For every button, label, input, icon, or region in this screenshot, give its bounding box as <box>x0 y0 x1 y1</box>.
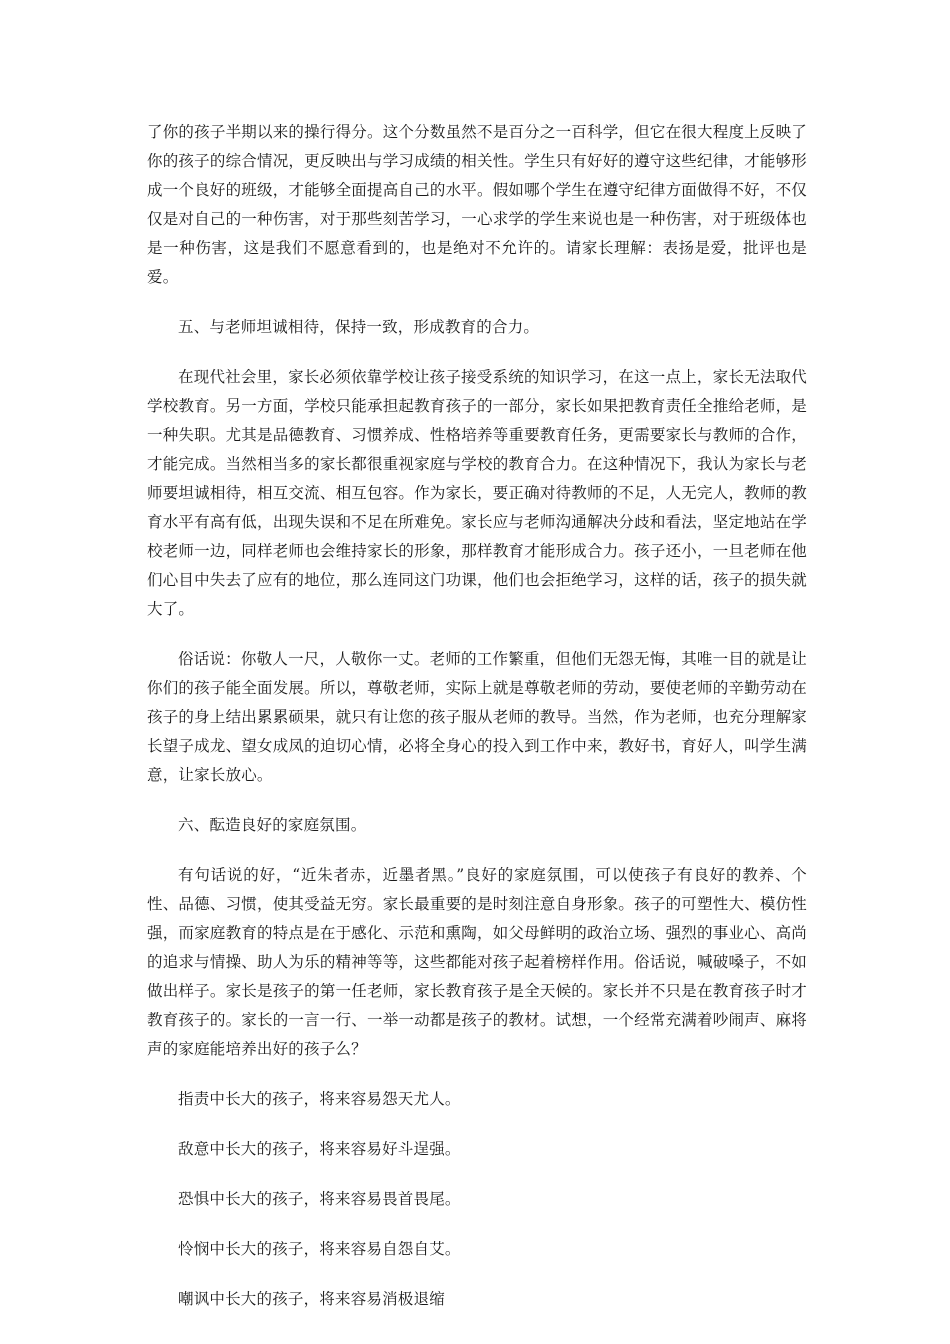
saying-line-fear: 恐惧中长大的孩子，将来容易畏首畏尾。 <box>178 1190 461 1208</box>
heading-section-five: 五、与老师坦诚相待，保持一致，形成教育的合力。 <box>178 318 540 336</box>
paragraph-conduct-score: 了你的孩子半期以来的操行得分。这个分数虽然不是百分之一百科学，但它在很大程度上反映了你的孩子的综合情况，更反映出与学习成绩的相关性。学生只有好好的遵守这些纪律，才能够形成一个良好的班级，才能够全面提高自己的水平。假如哪个学生在遵守纪律方面做得不好，不仅仅是对自己的一种伤害，对于那些刻苦学习，一心求学的学生来说也是一种伤害，对于班级体也是一种伤害，这是我们不愿意看到的，也是绝对不允许的。请家长理解：表扬是爱，批评也是爱。 <box>147 123 807 286</box>
paragraph-family-atmosphere: 有句话说的好，“近朱者赤，近墨者黑。”良好的家庭氛围，可以使孩子有良好的教养、个性、品德、习惯，使其受益无穷。家长最重要的是时刻注意自身形象。孩子的可塑性大、模仿性强，而家庭教育的特点是在于感化、示范和熏陶，如父母鲜明的政治立场、强烈的事业心、高尚的追求与情操、助人为乐的精神等等，这些都能对孩子起着榜样作用。俗话说，喊破嗓子，不如做出样子。家长是孩子的第一任老师，家长教育孩子是全天候的。家长并不只是在教育孩子时才教育孩子的。家长的一言一行、一举一动都是孩子的教材。试想，一个经常充满着吵闹声、麻将声的家庭能培养出好的孩子么？ <box>147 866 807 1058</box>
paragraph-respect-teachers: 俗话说：你敬人一尺，人敬你一丈。老师的工作繁重，但他们无怨无悔，其唯一目的就是让你们的孩子能全面发展。所以，尊敬老师，实际上就是尊敬老师的劳动，要使老师的辛勤劳动在孩子的身上结出累累硕果，就只有让您的孩子服从老师的教导。当然，作为老师，也充分理解家长望子成龙、望女成凤的迫切心情，必将全身心的投入到工作中来，教好书，育好人，叫学生满意，让家长放心。 <box>147 650 807 784</box>
saying-line-blame: 指责中长大的孩子，将来容易怨天尤人。 <box>178 1090 461 1108</box>
saying-line-hostility: 敌意中长大的孩子，将来容易好斗逞强。 <box>178 1140 461 1158</box>
heading-section-six: 六、酝造良好的家庭氛围。 <box>178 816 367 834</box>
saying-line-ridicule: 嘲讽中长大的孩子，将来容易消极退缩 <box>178 1290 445 1308</box>
saying-line-pity: 怜悯中长大的孩子，将来容易自怨自艾。 <box>178 1240 461 1258</box>
paragraph-school-cooperation: 在现代社会里，家长必须依靠学校让孩子接受系统的知识学习，在这一点上，家长无法取代学校教育。另一方面，学校只能承担起教育孩子的一部分，家长如果把教育责任全推给老师，是一种失职。尤其是品德教育、习惯养成、性格培养等重要教育任务，更需要家长与教师的合作，才能完成。当然相当多的家长都很重视家庭与学校的教育合力。在这种情况下，我认为家长与老师要坦诚相待，相互交流、相互包容。作为家长，要正确对待教师的不足，人无完人，教师的教育水平有高有低，出现失误和不足在所难免。家长应与老师沟通解决分歧和看法，坚定地站在学校老师一边，同样老师也会维持家长的形象，那样教育才能形成合力。孩子还小，一旦老师在他们心目中失去了应有的地位，那么连同这门功课，他们也会拒绝学习，这样的话，孩子的损失就大了。 <box>147 368 807 618</box>
document-page <box>147 118 807 1314</box>
